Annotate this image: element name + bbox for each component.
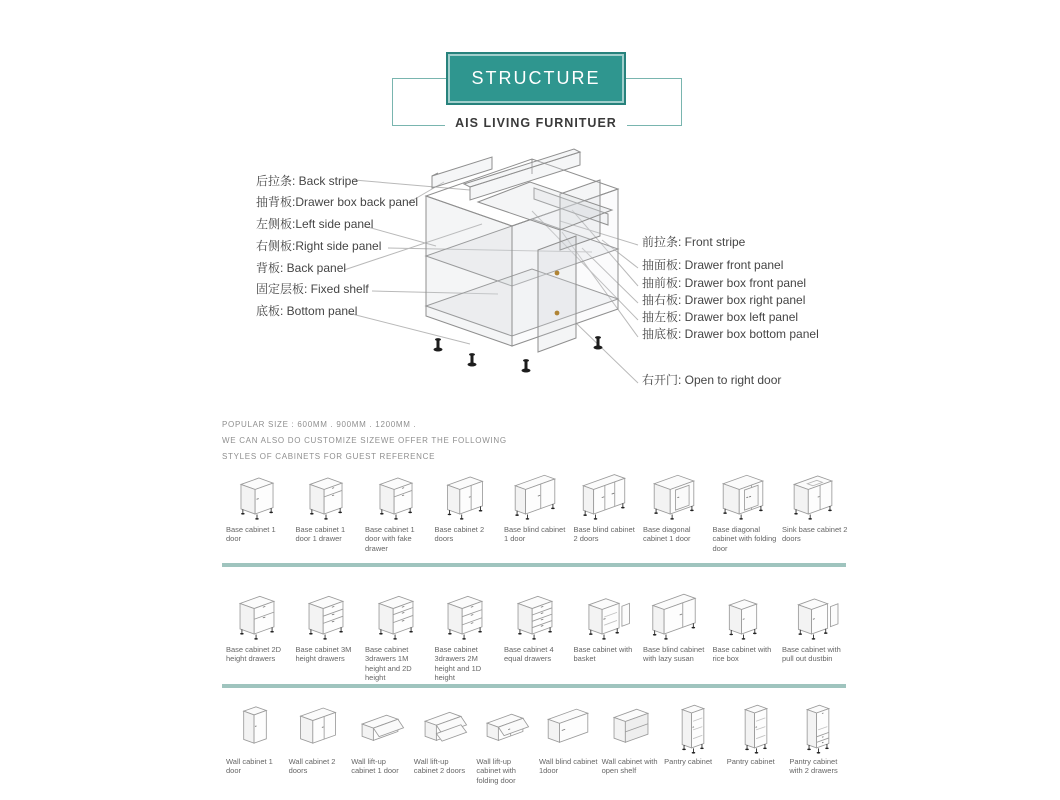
cabinet-item-label: Base cabinet 1 door 1 drawer (295, 525, 346, 544)
cabinet-item-label: Base blind cabinet 1 door (504, 525, 566, 544)
cabinet-item-label: Base cabinet 1 door with fake drawer (365, 525, 415, 553)
cabinet-item-label: Base cabinet 2D height drawers (226, 645, 282, 664)
cabinet-catalog-item (285, 704, 348, 776)
wall-liftup-folding-icon (472, 704, 538, 756)
cabinet-item-label: Base blind cabinet 2 doors (573, 525, 635, 544)
base-diagonal-folding-door-icon (710, 472, 776, 524)
note-line: WE CAN ALSO DO CUSTOMIZE SIZEWE OFFER THE FOLLOWING (222, 436, 507, 445)
part-label-left: 固定层板: Fixed shelf (256, 282, 369, 296)
cabinet-item-label: Wall cabinet 2 doors (288, 757, 336, 776)
cabinet-item-label: Wall cabinet with open shelf (601, 757, 658, 776)
pantry-cabinet-icon (660, 704, 726, 756)
part-label-left: 左侧板:Left side panel (256, 217, 374, 231)
base-blind-lazy-susan-icon (641, 592, 707, 644)
cabinet-item-label: Pantry cabinet with 2 drawers (789, 757, 838, 776)
page-title: STRUCTURE (471, 68, 601, 88)
wall-cabinet-1-door-icon (222, 704, 288, 756)
wall-liftup-1-door-icon (347, 704, 413, 756)
base-cabinet-basket-icon (571, 592, 637, 644)
cabinet-item-label: Base cabinet with rice box (712, 645, 772, 664)
part-label-left: 后拉条: Back stripe (256, 174, 359, 188)
cabinet-catalog-item (778, 592, 848, 664)
base-cabinet-fake-drawer-icon (363, 472, 429, 524)
cabinet-item-label: Base cabinet with pull out dustbin (782, 645, 841, 664)
cabinet-catalog-item (361, 472, 431, 553)
cabinet-catalog-item (292, 592, 362, 664)
cabinet-catalog-item (535, 704, 598, 776)
note-line: STYLES OF CABINETS FOR GUEST REFERENCE (222, 452, 436, 461)
cabinet-item-label: Wall cabinet 1 door (226, 757, 273, 776)
base-cabinet-1-door-icon (224, 472, 290, 524)
note-line: POPULAR SIZE : 600MM . 900MM . 1200MM . (222, 420, 417, 429)
cabinet-catalog-item (222, 592, 292, 664)
cabinet-catalog-item (785, 704, 848, 776)
base-blind-cabinet-1-door-icon (502, 472, 568, 524)
cabinet-catalog-item (292, 472, 362, 544)
cabinet-catalog-item (723, 704, 786, 766)
cabinet-catalog-item (222, 704, 285, 776)
catalog-row-2 (222, 592, 854, 683)
base-cabinet-1-door-1-drawer-icon (293, 472, 359, 524)
header-subtitle-wrap (392, 112, 680, 134)
part-label-left: 右侧板:Right side panel (256, 239, 382, 253)
base-cabinet-rice-box-icon (710, 592, 776, 644)
pantry-cabinet-2-icon (723, 704, 789, 756)
base-cabinet-4-drawers-icon (502, 592, 568, 644)
cabinet-item-label: Base cabinet 3M height drawers (295, 645, 352, 664)
cabinet-catalog-item (431, 592, 501, 683)
wall-open-shelf-icon (598, 704, 664, 756)
cabinet-catalog-item (500, 472, 570, 544)
catalog-row-3 (222, 704, 854, 785)
sink-base-cabinet-2-doors-icon (780, 472, 846, 524)
cabinet-catalog-item (709, 472, 779, 553)
cabinet-catalog-item (639, 472, 709, 544)
part-label-right: 抽右板: Drawer box right panel (642, 293, 806, 307)
base-cabinet-2d-drawers-icon (224, 592, 290, 644)
cabinet-catalog-item (361, 592, 431, 683)
cabinet-catalog-item (347, 704, 410, 776)
cabinet-item-label: Wall lift-up cabinet 1 door (351, 757, 399, 776)
cabinet-catalog-item (709, 592, 779, 664)
cabinet-item-label: Base blind cabinet with lazy susan (643, 645, 705, 664)
cabinet-item-label: Base cabinet 1 door (226, 525, 276, 544)
cabinet-item-label: Pantry cabinet (726, 757, 775, 766)
cabinet-catalog-item (778, 472, 848, 544)
base-cabinet-3drawers-1m-2d-icon (363, 592, 429, 644)
pantry-cabinet-2-drawers-icon (785, 704, 851, 756)
divider-line (222, 684, 846, 688)
wall-liftup-2-doors-icon (410, 704, 476, 756)
base-cabinet-3drawers-2m-1d-icon (432, 592, 498, 644)
part-label-left: 抽背板:Drawer box back panel (256, 195, 419, 209)
base-diagonal-cabinet-1-door-icon (641, 472, 707, 524)
cabinet-item-label: Wall lift-up cabinet 2 doors (413, 757, 466, 776)
cabinet-catalog-item (500, 592, 570, 664)
cabinet-item-label: Base cabinet 3drawers 1M height and 2D height (365, 645, 412, 683)
cabinet-catalog-item (222, 472, 292, 544)
part-label-right: 抽面板: Drawer front panel (642, 258, 784, 272)
divider-line (222, 563, 846, 567)
popular-size-notes (222, 417, 507, 465)
base-cabinet-2-doors-icon (432, 472, 498, 524)
cabinet-item-label: Wall lift-up cabinet with folding door (476, 757, 516, 785)
part-label-right: 抽底板: Drawer box bottom panel (642, 327, 819, 341)
cabinet-catalog-item (660, 704, 723, 766)
cabinet-item-label: Sink base cabinet 2 doors (782, 525, 848, 544)
cabinet-catalog-item (570, 472, 640, 544)
header-title-box (446, 52, 626, 105)
cabinet-catalog-item (410, 704, 473, 776)
cabinet-item-label: Base cabinet 2 doors (434, 525, 485, 544)
cabinet-catalog-item (472, 704, 535, 785)
cabinet-item-label: Base cabinet 4 equal drawers (504, 645, 554, 664)
cabinet-item-label: Base diagonal cabinet 1 door (643, 525, 691, 544)
base-cabinet-3m-drawers-icon (293, 592, 359, 644)
wall-cabinet-2-doors-icon (285, 704, 351, 756)
cabinet-item-label: Base cabinet with basket (573, 645, 633, 664)
part-label-right: 抽左板: Drawer box left panel (642, 310, 799, 324)
cabinet-catalog-item (431, 472, 501, 544)
part-label-left: 底板: Bottom panel (256, 304, 358, 318)
cabinet-item-label: Pantry cabinet (664, 757, 713, 766)
base-blind-cabinet-2-doors-icon (571, 472, 637, 524)
base-cabinet-dustbin-icon (780, 592, 846, 644)
catalog-row-1 (222, 472, 854, 553)
cabinet-catalog-item (639, 592, 709, 664)
part-label-right: 抽前板: Drawer box front panel (642, 276, 807, 290)
part-label-right: 前拉条: Front stripe (642, 235, 746, 249)
cabinet-item-label: Base diagonal cabinet with folding door (712, 525, 777, 553)
part-label-right: 右开门: Open to right door (642, 373, 782, 387)
brand-subtitle: AIS LIVING FURNITUER (445, 112, 627, 134)
cabinet-item-label: Base cabinet 3drawers 2M height and 1D height (434, 645, 482, 683)
cabinet-item-label: Wall blind cabinet 1door (538, 757, 598, 776)
cabinet-catalog-item (570, 592, 640, 664)
part-label-left: 背板: Back panel (256, 261, 347, 275)
cabinet-catalog-item (598, 704, 661, 776)
wall-blind-cabinet-icon (535, 704, 601, 756)
